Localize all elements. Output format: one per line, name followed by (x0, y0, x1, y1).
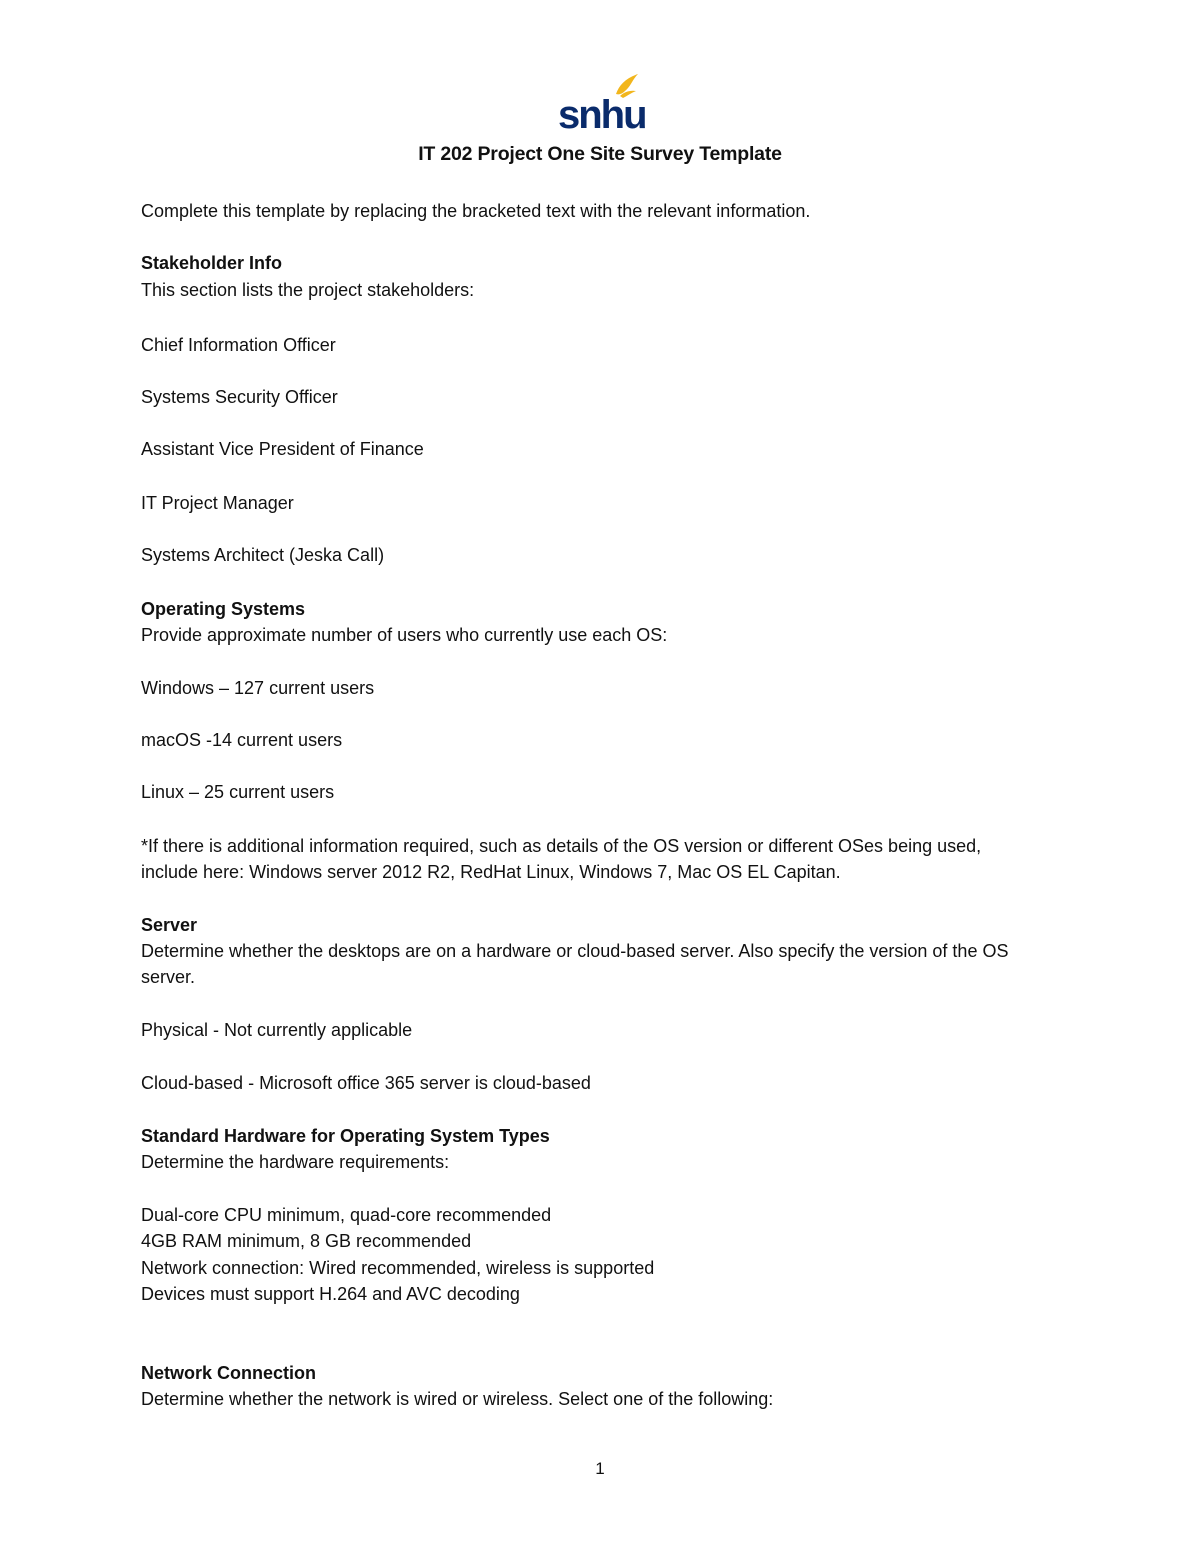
stakeholder-item: IT Project Manager (141, 493, 294, 513)
os-item: macOS -14 current users (141, 730, 343, 750)
hardware-item: Dual-core CPU minimum, quad-core recommended (141, 1205, 552, 1225)
hardware-item: Network connection: Wired recommended, wireless is supported (141, 1258, 655, 1278)
intro-text: Complete this template by replacing the bracketed text with the relevant information. (141, 201, 811, 221)
stakeholder-item: Systems Architect (Jeska Call) (141, 545, 385, 565)
server-heading: Server (141, 915, 198, 935)
os-description: Provide approximate number of users who currently use each OS: (141, 625, 668, 645)
network-description: Determine whether the network is wired or wireless. Select one of the following: (141, 1389, 774, 1409)
stakeholder-item: Assistant Vice President of Finance (141, 439, 424, 459)
network-heading: Network Connection (141, 1363, 317, 1383)
os-item: Windows – 127 current users (141, 678, 375, 698)
stakeholder-item: Systems Security Officer (141, 387, 338, 407)
stakeholder-description: This section lists the project stakeholders: (141, 280, 475, 300)
os-item: Linux – 25 current users (141, 782, 335, 802)
stakeholder-item: Chief Information Officer (141, 335, 336, 355)
os-heading: Operating Systems (141, 599, 306, 619)
hardware-description: Determine the hardware requirements: (141, 1152, 450, 1172)
svg-text:snhu: snhu (558, 93, 646, 134)
snhu-logo (556, 72, 646, 134)
hardware-heading: Standard Hardware for Operating System Types (141, 1126, 550, 1146)
server-description: Determine whether the desktops are on a hardware or cloud-based server. Also specify the version of the OS server. (141, 941, 1009, 987)
page-number: 1 (595, 1459, 605, 1478)
server-item: Cloud-based - Microsoft office 365 server is cloud-based (141, 1073, 591, 1093)
hardware-item: Devices must support H.264 and AVC decoding (141, 1284, 520, 1304)
server-item: Physical - Not currently applicable (141, 1020, 413, 1040)
os-note: *If there is additional information required, such as details of the OS version or different OSes being used, include here: Windows server 2012 R2, RedHat Linux, Windows 7, Mac OS EL Capitan. (141, 836, 982, 882)
document-title: IT 202 Project One Site Survey Template (418, 143, 782, 165)
stakeholder-heading: Stakeholder Info (141, 253, 283, 273)
hardware-item: 4GB RAM minimum, 8 GB recommended (141, 1231, 472, 1251)
